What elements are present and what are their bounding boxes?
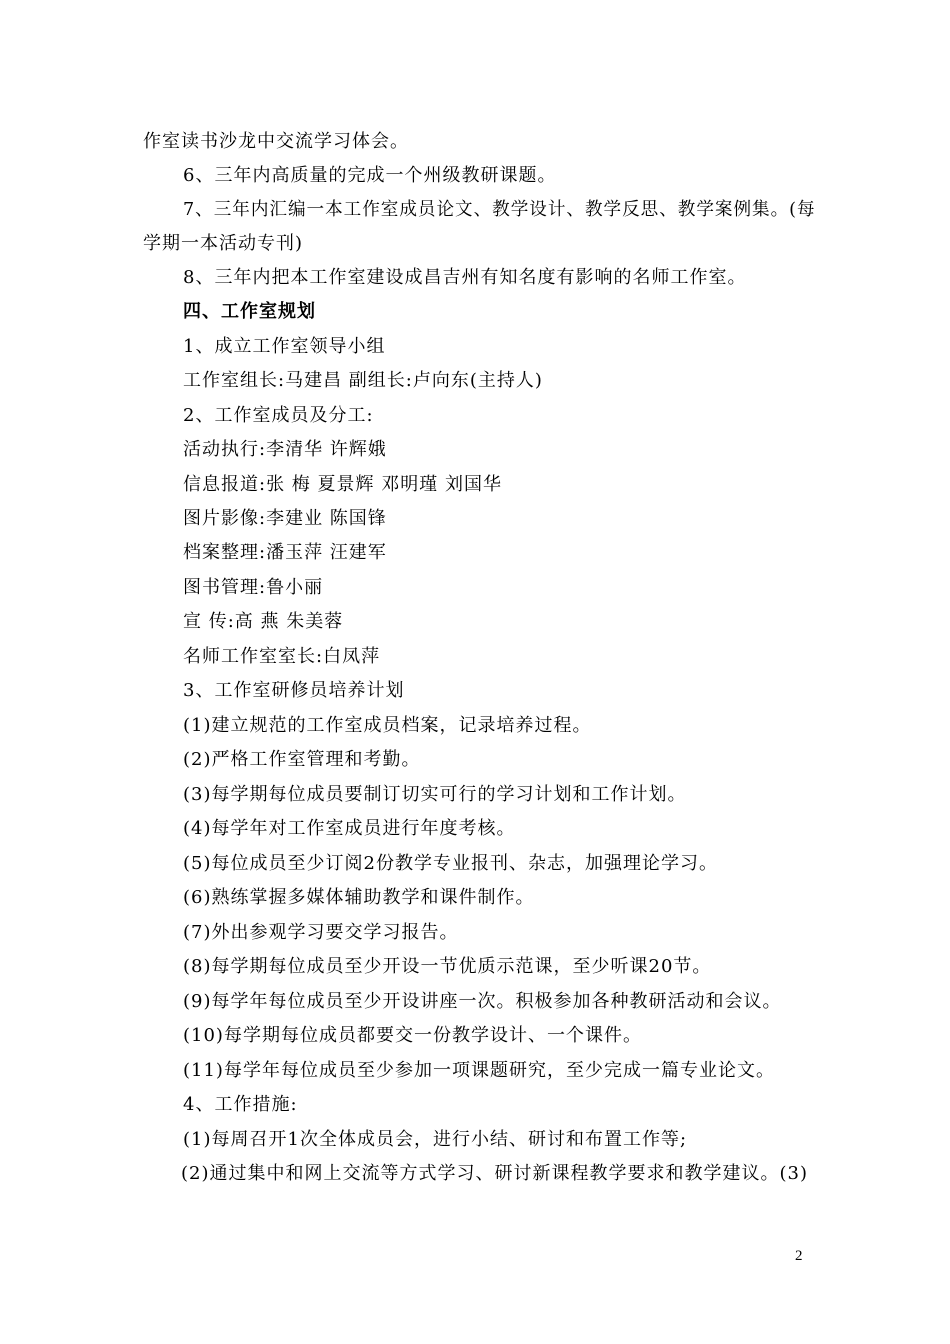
text-line: 7、三年内汇编一本工作室成员论文、教学设计、教学反思、教学案例集。(每 [183, 199, 816, 220]
text-line: (11)每学年每位成员至少参加一项课题研究，至少完成一篇专业论文。 [183, 1060, 775, 1081]
text-line: 信息报道:张 梅 夏景辉 邓明瑾 刘国华 [183, 474, 502, 495]
text-line: 档案整理:潘玉萍 汪建军 [183, 542, 387, 563]
text-line: 学期一本活动专刊) [143, 233, 304, 254]
text-line: (1)每周召开1次全体成员会，进行小结、研讨和布置工作等; [183, 1129, 688, 1150]
text-line: 活动执行:李清华 许辉娥 [183, 439, 387, 460]
text-line: 名师工作室室长:白凤萍 [183, 646, 381, 667]
text-line: 工作室组长:马建昌 副组长:卢向东(主持人) [183, 370, 543, 391]
text-line: (4)每学年对工作室成员进行年度考核。 [183, 818, 516, 839]
text-line: (1)建立规范的工作室成员档案，记录培养过程。 [183, 715, 592, 736]
page-number: 2 [795, 1248, 803, 1264]
text-line: 6、三年内高质量的完成一个州级教研课题。 [183, 165, 557, 186]
text-line: (5)每位成员至少订阅2份教学专业报刊、杂志，加强理论学习。 [183, 853, 718, 874]
text-line: 2、工作室成员及分工: [183, 405, 374, 426]
text-line: (10)每学期每位成员都要交一份教学设计、一个课件。 [183, 1025, 642, 1046]
text-line: 作室读书沙龙中交流学习体会。 [143, 131, 409, 152]
text-line: (7)外出参观学习要交学习报告。 [183, 922, 459, 943]
text-line: 宣 传:高 燕 朱美蓉 [183, 611, 344, 632]
text-line: 1、成立工作室领导小组 [183, 336, 386, 357]
text-line: (6)熟练掌握多媒体辅助教学和课件制作。 [183, 887, 535, 908]
text-line: (2)通过集中和网上交流等方式学习、研讨新课程教学要求和教学建议。(3) [181, 1163, 808, 1184]
text-line: (9)每学年每位成员至少开设讲座一次。积极参加各种教研活动和会议。 [183, 991, 782, 1012]
text-line: (2)严格工作室管理和考勤。 [183, 749, 421, 770]
text-line: 图书管理:鲁小丽 [183, 577, 324, 598]
text-line: (8)每学期每位成员至少开设一节优质示范课，至少听课20节。 [183, 956, 712, 977]
text-line: 8、三年内把本工作室建设成昌吉州有知名度有影响的名师工作室。 [183, 267, 747, 288]
text-line: 4、工作措施: [183, 1094, 298, 1115]
text-line: (3)每学期每位成员要制订切实可行的学习计划和工作计划。 [183, 784, 687, 805]
text-line: 3、工作室研修员培养计划 [183, 680, 405, 701]
text-line: 图片影像:李建业 陈国锋 [183, 508, 387, 529]
section-heading: 四、工作室规划 [183, 301, 316, 322]
